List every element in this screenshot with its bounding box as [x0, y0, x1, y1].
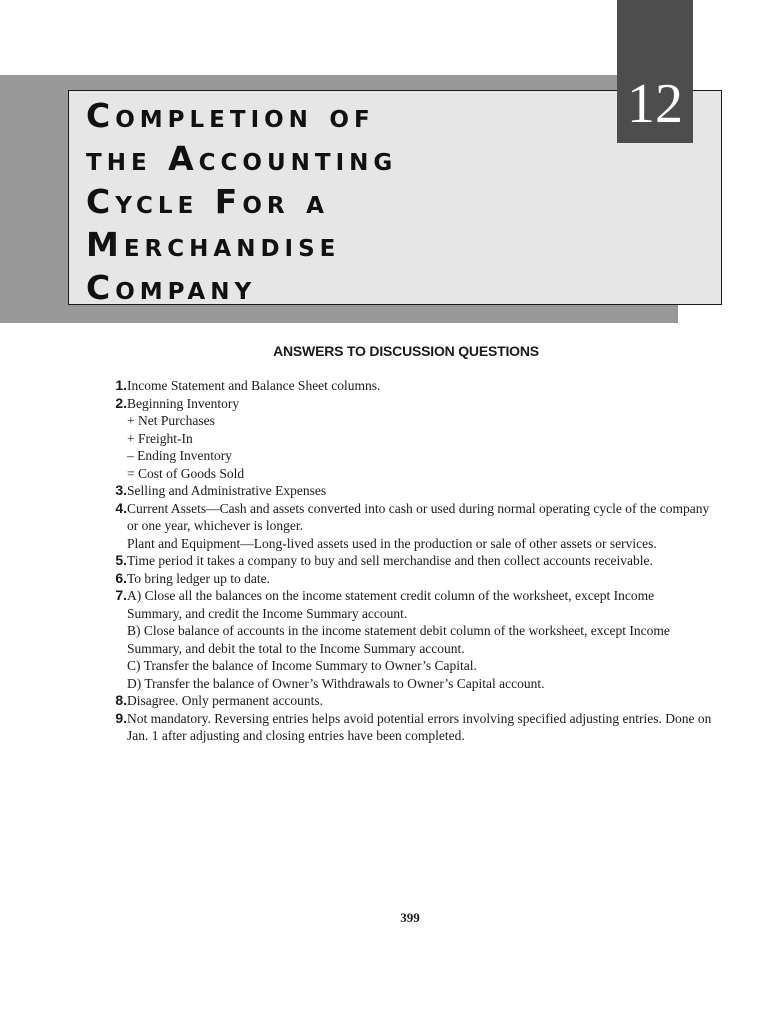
answer-number [94, 570, 127, 588]
answer-line: Current Assets—Cash and assets converted into cash or used during normal operating cycle of the company [127, 500, 710, 516]
answer-number [94, 552, 127, 570]
answer-line: Selling and Administrative Expenses [127, 483, 327, 498]
answer-item [94, 500, 726, 553]
answer-line: D) Transfer the balance of Owner’s Withdrawals to Owner’s Capital account. [127, 675, 545, 691]
answer-line: + Freight-In [127, 430, 193, 446]
answer-number-label: 5. [115, 552, 127, 568]
chapter-title-line: the Accounting [86, 139, 398, 178]
answer-line: Jan. 1 after adjusting and closing entries have been completed. [127, 728, 465, 743]
answer-line: = Cost of Goods Sold [127, 465, 245, 481]
answer-item [94, 482, 726, 500]
answer-line: Summary, and debit the total to the Income Summary account. [127, 640, 465, 656]
answer-line: A) Close all the balances on the income statement credit column of the worksheet, except Income [127, 588, 655, 603]
answer-text [127, 395, 726, 483]
answer-text [127, 587, 726, 692]
answer-text [127, 692, 726, 710]
chapter-title-line: Cycle For a [86, 182, 329, 221]
chapter-number: 12 [627, 73, 683, 135]
answer-item [94, 552, 726, 570]
answers-list [94, 377, 726, 745]
answer-line: Beginning Inventory [127, 395, 240, 411]
answer-text [127, 482, 726, 500]
answer-number-label: 3. [115, 482, 127, 498]
answer-number [94, 710, 127, 745]
answer-text [127, 500, 726, 553]
chapter-title [86, 94, 397, 309]
answer-line: Summary, and credit the Income Summary account. [127, 605, 408, 621]
answer-number-label: 7. [115, 587, 127, 603]
answer-number [94, 482, 127, 500]
answer-item [94, 710, 726, 745]
chapter-title-line: Merchandise [86, 225, 341, 264]
answer-line: + Net Purchases [127, 413, 215, 428]
answer-number [94, 395, 127, 483]
answer-number-label: 1. [115, 377, 127, 393]
answer-text [127, 710, 726, 745]
answer-number-label: 6. [115, 569, 127, 586]
answer-text [127, 570, 726, 588]
answer-line: B) Close balance of accounts in the income statement debit column of the worksheet, except Income [127, 623, 670, 638]
answer-number [94, 587, 127, 692]
answer-number [94, 500, 127, 553]
answer-line: Plant and Equipment—Long-lived assets used in the production or sale of other assets or services. [127, 535, 657, 551]
section-heading: ANSWERS TO DISCUSSION QUESTIONS [273, 343, 539, 359]
answer-text [127, 377, 726, 395]
answer-line: Disagree. Only permanent accounts. [127, 693, 324, 708]
answer-text [127, 552, 726, 570]
answer-number [94, 692, 127, 710]
answer-line: – Ending Inventory [127, 448, 232, 463]
answer-number-label: 2. [115, 394, 127, 411]
answer-number-label: 9. [115, 709, 127, 726]
answer-line: Not mandatory. Reversing entries helps avoid potential errors involving specified adjusting entries. Done on [127, 710, 712, 726]
answer-line: Income Statement and Balance Sheet columns. [127, 378, 381, 393]
answer-item [94, 395, 726, 483]
page-number: 399 [400, 910, 420, 925]
answer-item [94, 570, 726, 588]
answer-item [94, 692, 726, 710]
answer-number [94, 377, 127, 395]
answer-number-label: 8. [115, 692, 127, 708]
chapter-title-line: Company [86, 268, 257, 307]
answer-line: To bring ledger up to date. [127, 570, 271, 586]
answer-number-label: 4. [115, 499, 127, 516]
answer-line: or one year, whichever is longer. [127, 518, 304, 533]
answer-item [94, 377, 726, 395]
answer-line: C) Transfer the balance of Income Summary to Owner’s Capital. [127, 658, 477, 673]
answer-line: Time period it takes a company to buy and sell merchandise and then collect accounts receivable. [127, 553, 653, 568]
answer-item [94, 587, 726, 692]
chapter-title-line: Completion of [86, 96, 375, 135]
